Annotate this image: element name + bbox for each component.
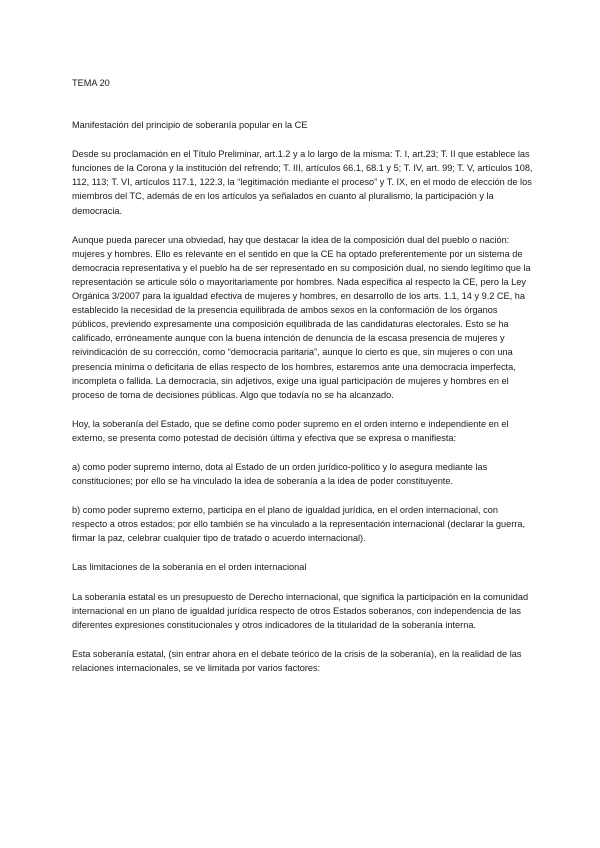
paragraph-dual-composition: Aunque pueda parecer una obviedad, hay que destacar la idea de la composición dual del pueblo o nación: mujeres y hombres. Ello es relevante en el sentido en que la CE ha optado preferentemente por un sistema de democracia representativa y el pueblo ha de ser representado en su composición dual, no siendo legítimo que la representación se articule sólo o mayoritariamente por hombres. Nada específica al respecto la CE, pero la Ley Orgánica 3/2007 para la igualdad efectiva de mujeres y hombres, en desarrollo de los arts. 1.1, 14 y 9.2 CE, ha establecido la necesidad de la presencia equilibrada de ambos sexos en la conformación de los órganos públicos, previendo expresamente una composición equilibrada de las candidaturas electorales. Esto se ha calificado, erróneamente aunque con la buena intención de denuncia de la escasa presencia de mujeres y reivindicación de su corrección, como “democracia paritaria”, aunque lo cierto es que, sin mujeres o con una presencia mínima o deficitaria de ellas respecto de los hombres, estaremos ante una democracia imperfecta, incompleta o fallida. La democracia, sin adjetivos, exige una igual participación de mujeres y hombres en el proceso de toma de decisiones públicas. Algo que todavía no se ha alcanzado. (72, 234, 531, 400)
paragraph-international-law: La soberanía estatal es un presupuesto de Derecho internacional, que significa la participación en la comunidad internacional en un plano de igualdad jurídica respecto de otros Estados soberanos, con independencia de las diferentes expresiones constitucionales y otros indicadores de la titularidad de la soberanía interna. (72, 591, 529, 630)
document-body (72, 76, 534, 690)
paragraph-internal-power: a) como poder supremo interno, dota al Estado de un orden jurídico-político y lo asegura mediante las constituciones; por ello se ha vinculado la idea de soberanía a la idea de poder constituyente. (72, 461, 488, 487)
document-title: TEMA 20 (72, 78, 110, 88)
paragraph-proclamation: Desde su proclamación en el Título Preliminar, art.1.2 y a lo largo de la misma: T. I, art.23; T. II que establece las funciones de la Corona y la institución del refrendo; T. III, artículos 66.1, 68.1 y 5; T. IV, art. 99; T. V, artículos 108, 112, 113; T. VI, artículos 117.1, 122.3, la “legitimación mediante el proceso” y T. IX, en el modo de elección de los miembros del TC, además de en los artículos ya señalados en cuanto al pluralismo, la participación y la democracia. (72, 149, 533, 216)
subheading-limitations: Las limitaciones de la soberanía en el orden internacional (72, 562, 307, 573)
section-heading: Manifestación del principio de soberanía popular en la CE (72, 120, 308, 131)
paragraph-limiting-factors: Esta soberanía estatal, (sin entrar ahora en el debate teórico de la crisis de la soberanía), en la realidad de las relaciones internacionales, se ve limitada por varios factores: (72, 648, 522, 673)
paragraph-state-sovereignty: Hoy, la soberanía del Estado, que se define como poder supremo en el orden interno e independiente en el externo, se presenta como potestad de decisión última y efectiva que se expresa o manifiesta: (72, 418, 509, 443)
paragraph-external-power: b) como poder supremo externo, participa en el plano de igualdad jurídica, en el orden internacional, con respecto a otros estados; por ello también se ha vinculado a la representación internacional (declarar la guerra, firmar la paz, celebrar cualquier tipo de tratado o acuerdo internacional). (72, 505, 526, 544)
